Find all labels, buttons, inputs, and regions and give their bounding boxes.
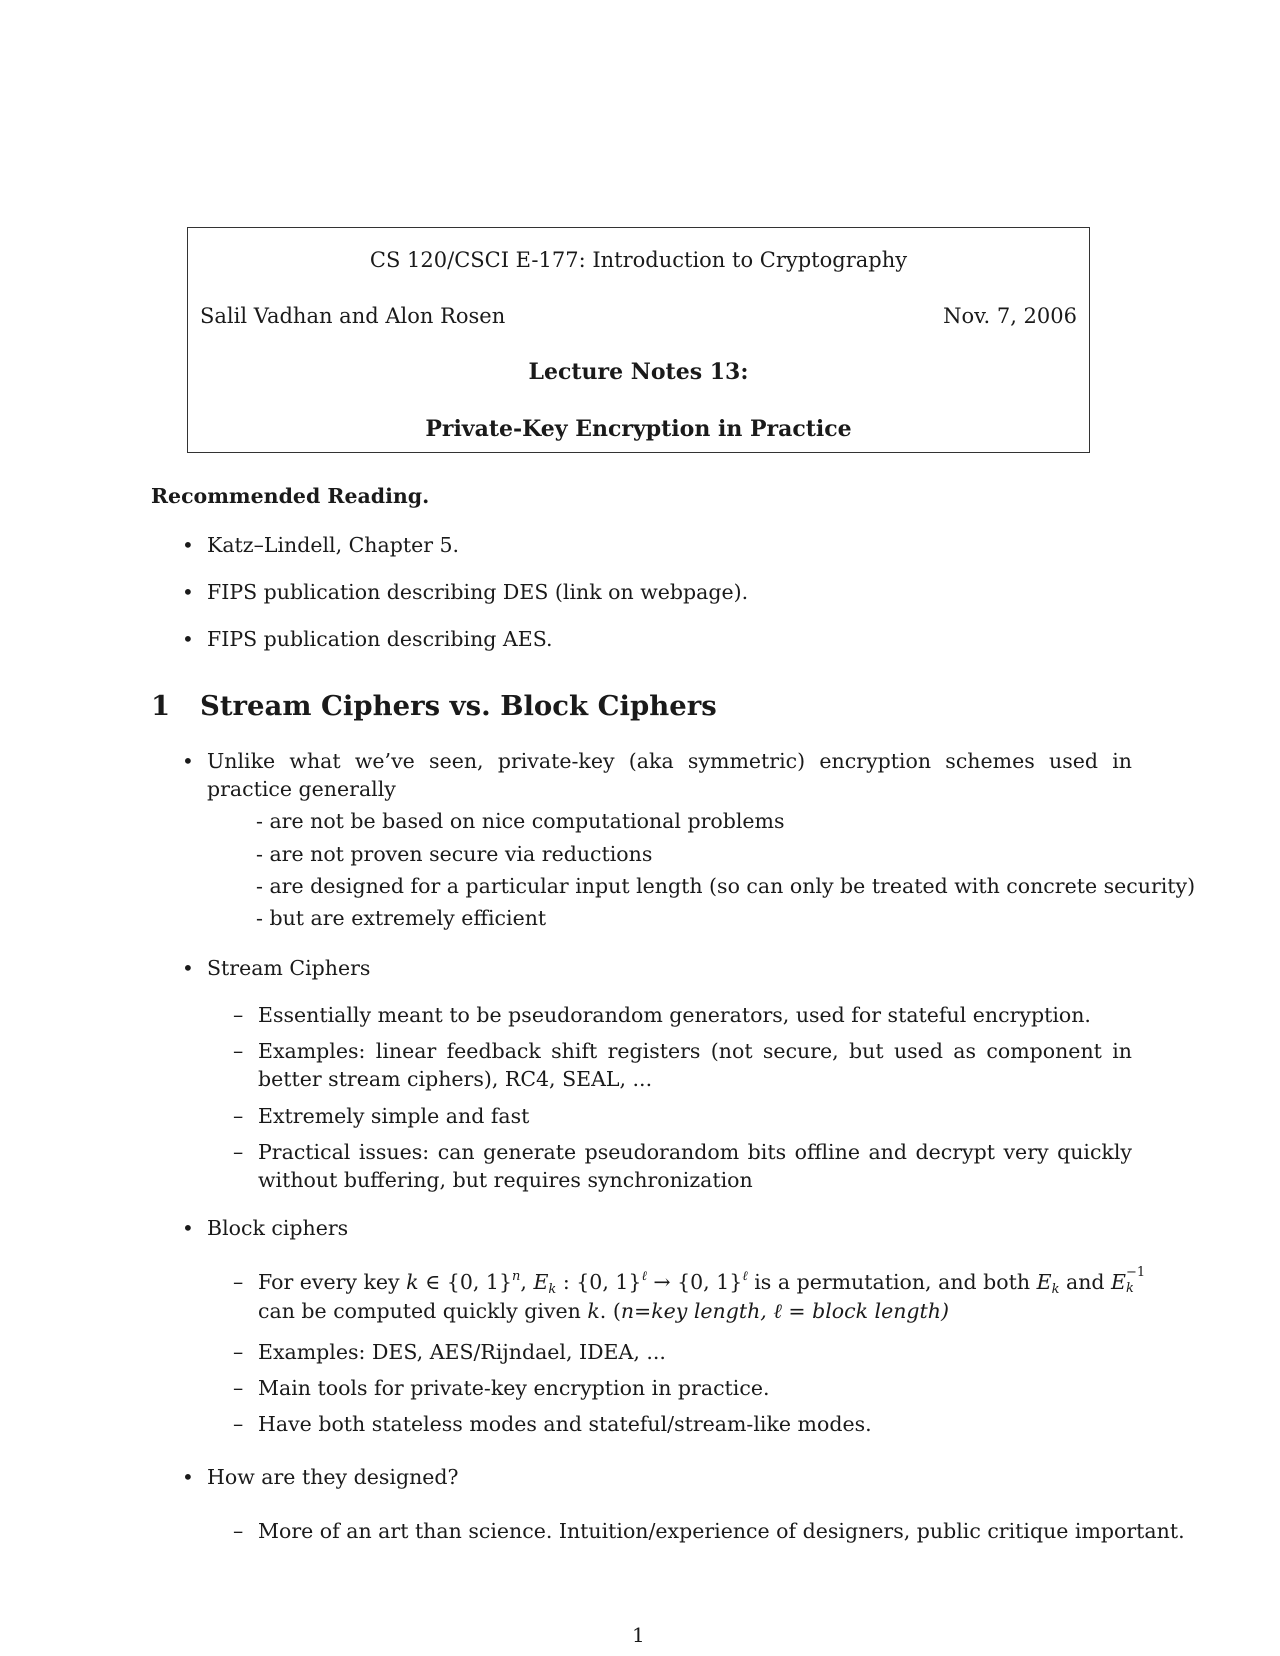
dash-icon: –: [233, 1039, 244, 1063]
reading-item: FIPS publication describing AES.: [207, 627, 553, 651]
stream-item: Examples: linear feedback shift registers (not secure, but used as component in better stream ciphers), RC4, SEAL, ...: [258, 1039, 1132, 1091]
intro-point: - but are extremely efficient: [256, 906, 547, 930]
reading-item: Katz–Lindell, Chapter 5.: [207, 533, 460, 557]
dash-icon: –: [233, 1412, 244, 1436]
block-item: Examples: DES, AES/Rijndael, IDEA, ...: [258, 1340, 666, 1364]
block-item-permutation: For every key k ∈ {0, 1}$^n$, $E_k$ : {0, 1}$^\ell$ → {0, 1}$^\ell$ is a permutation, and both $E_k$ and E −1 k: [258, 1265, 1146, 1297]
stream-item: Essentially meant to be pseudorandom generators, used for stateful encryption.: [258, 1003, 1091, 1027]
dash-icon: –: [233, 1140, 244, 1164]
bullet-icon: •: [182, 1216, 194, 1240]
title-box: [187, 227, 1090, 453]
design-item: More of an art than science. Intuition/experience of designers, public critique important.: [258, 1519, 1185, 1543]
dash-icon: –: [233, 1376, 244, 1400]
bullet-icon: •: [182, 580, 194, 604]
bullet-icon: •: [182, 627, 194, 651]
dash-icon: –: [233, 1003, 244, 1027]
lecture-date: Nov. 7, 2006: [943, 304, 1077, 328]
dash-icon: –: [233, 1519, 244, 1543]
bullet-icon: •: [182, 533, 194, 557]
intro-point: - are not proven secure via reductions: [256, 842, 653, 866]
stream-ciphers-label: Stream Ciphers: [207, 956, 371, 980]
bullet-icon: •: [182, 1465, 194, 1489]
block-item: Main tools for private-key encryption in practice.: [258, 1376, 770, 1400]
course-title: CS 120/CSCI E-177: Introduction to Cryptography: [369, 248, 908, 272]
block-ciphers-label: Block ciphers: [207, 1216, 349, 1240]
stream-item: Practical issues: can generate pseudorandom bits offline and decrypt very quickly without buffering, but requires synchronization: [258, 1140, 1132, 1192]
reading-item: FIPS publication describing DES (link on webpage).: [207, 580, 749, 604]
dash-icon: –: [233, 1270, 244, 1294]
block-item: Have both stateless modes and stateful/stream-like modes.: [258, 1412, 872, 1436]
lecture-title: Private-Key Encryption in Practice: [425, 416, 852, 442]
page-number: 1: [632, 1623, 645, 1647]
section-title: Stream Ciphers vs. Block Ciphers: [200, 690, 717, 722]
bullet-icon: •: [182, 749, 194, 773]
block-item-permutation-cont: can be computed quickly given k. (n=key length, ℓ = block length): [258, 1299, 949, 1323]
lecture-number: Lecture Notes 13:: [528, 359, 749, 385]
recommended-reading-heading: Recommended Reading.: [151, 484, 430, 508]
bullet-icon: •: [182, 956, 194, 980]
authors: Salil Vadhan and Alon Rosen: [200, 304, 506, 328]
dash-icon: –: [233, 1104, 244, 1128]
intro-point: - are designed for a particular input length (so can only be treated with concrete security): [256, 874, 1196, 898]
design-label: How are they designed?: [207, 1465, 459, 1489]
stream-item: Extremely simple and fast: [258, 1104, 530, 1128]
dash-icon: –: [233, 1340, 244, 1364]
intro-paragraph: Unlike what we’ve seen, private-key (aka symmetric) encryption schemes used in practice generally: [207, 749, 1132, 801]
intro-point: - are not be based on nice computational problems: [256, 809, 785, 833]
section-number: 1: [151, 690, 171, 722]
